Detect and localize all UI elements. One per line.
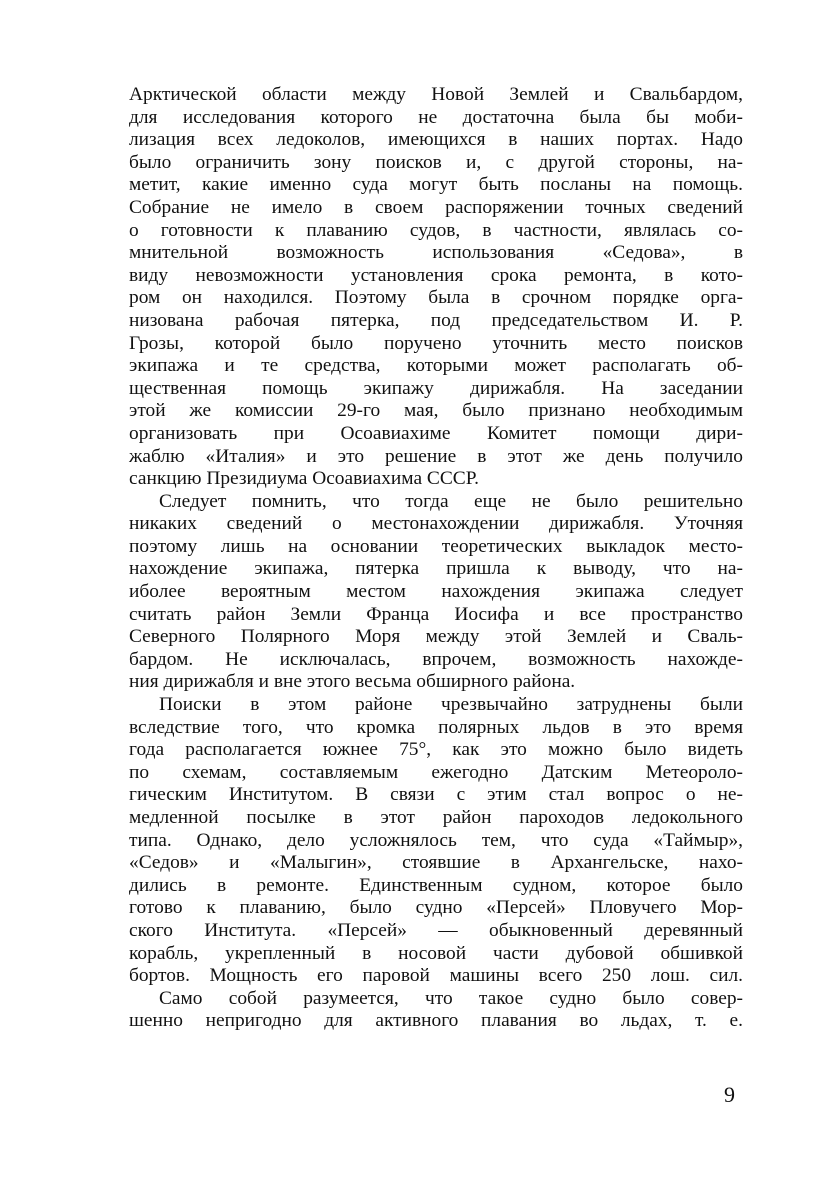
text-line: лизация всех ледоколов, имеющихся в наших портах. Надо: [129, 129, 743, 151]
text-line: ния дирижабля и вне этого весьма обширного района.: [129, 671, 576, 693]
text-line: Поиски в этом районе чрезвычайно затруднены были: [159, 694, 743, 716]
text-line: жаблю «Италия» и это решение в этот же день получило: [129, 445, 743, 467]
paragraph-1: [129, 84, 743, 491]
paragraph-4: [129, 988, 743, 1033]
text-line: Следует помнить, что тогда еще не было решительно: [159, 490, 743, 512]
paragraph-3: [129, 694, 743, 988]
text-line: вследствие того, что кромка полярных льдов в это время: [129, 716, 743, 738]
text-line: экипажа и те средства, которыми может располагать об-: [129, 355, 743, 377]
text-line: щественная помощь экипажу дирижабля. На заседании: [129, 377, 743, 399]
text-line: медленной посылке в этот район пароходов ледокольного: [129, 807, 743, 828]
text-line: по схемам, составляемым ежегодно Датским Метеороло-: [129, 761, 743, 783]
text-line: типа. Однако, дело усложнялось тем, что суда «Таймыр»,: [129, 829, 743, 851]
text-line: низована рабочая пятерка, под председательством И. Р.: [129, 309, 743, 331]
text-line: «Седов» и «Малыгин», стоявшие в Архангельске, нахо-: [129, 852, 743, 874]
text-line: для исследования которого не достаточна была бы моби-: [129, 106, 743, 128]
text-line: поэтому лишь на основании теоретических выкладок место-: [129, 535, 743, 557]
text-line: виду невозможности установления срока ремонта, в кото-: [129, 264, 743, 286]
text-line: дились в ремонте. Единственным судном, которое было: [129, 874, 743, 896]
body-text: [129, 84, 743, 1033]
page-number: 9: [724, 1082, 735, 1107]
text-line: о готовности к плаванию судов, в частности, являлась со-: [129, 219, 743, 241]
text-line: бардом. Не исключалась, впрочем, возможность нахожде-: [129, 648, 743, 670]
text-line: бортов. Мощность его паровой машины всего 250 лош. сил.: [129, 965, 743, 987]
text-line: организовать при Осоавиахиме Комитет помощи дири-: [129, 422, 743, 444]
text-line: ром он находился. Поэтому была в срочном порядке орга-: [129, 287, 743, 309]
text-line: года располагается южнее 75°, как это можно было видеть: [129, 739, 743, 761]
text-line: шенно непригодно для активного плавания во льдах, т. е.: [129, 1010, 743, 1032]
text-line: мнительной возможность использования «Седова», в: [129, 242, 743, 264]
paragraph-2: [129, 491, 743, 694]
text-line: Само собой разумеется, что такое судно было совер-: [159, 987, 743, 1009]
text-line: санкцию Президиума Осоавиахима СССР.: [129, 468, 479, 490]
text-line: корабль, укрепленный в носовой части дубовой обшивкой: [129, 942, 743, 964]
text-line: гическим Институтом. В связи с этим стал вопрос о не-: [129, 784, 743, 806]
text-line: готово к плаванию, было судно «Персей» Пловучего Мор-: [129, 897, 743, 919]
text-line: ского Института. «Персей» — обыкновенный деревянный: [129, 919, 743, 941]
text-line: иболее вероятным местом нахождения экипажа следует: [129, 581, 743, 603]
text-line: Арктической области между Новой Землей и Свальбардом,: [129, 84, 743, 105]
text-line: никаких сведений о местонахождении дирижабля. Уточняя: [129, 513, 743, 535]
text-line: Грозы, которой было поручено уточнить место поисков: [129, 332, 743, 354]
text-line: Северного Полярного Моря между этой Землей и Сваль-: [129, 626, 743, 648]
text-line: было ограничить зону поисков и, с другой стороны, на-: [129, 151, 743, 173]
text-line: считать район Земли Франца Иосифа и все пространство: [129, 603, 743, 625]
text-line: этой же комиссии 29-го мая, было признано необходимым: [129, 400, 743, 422]
text-line: нахождение экипажа, пятерка пришла к выводу, что на-: [129, 558, 743, 580]
text-line: Собрание не имело в своем распоряжении точных сведений: [129, 196, 743, 218]
text-line: метит, какие именно суда могут быть посланы на помощь.: [129, 174, 743, 196]
